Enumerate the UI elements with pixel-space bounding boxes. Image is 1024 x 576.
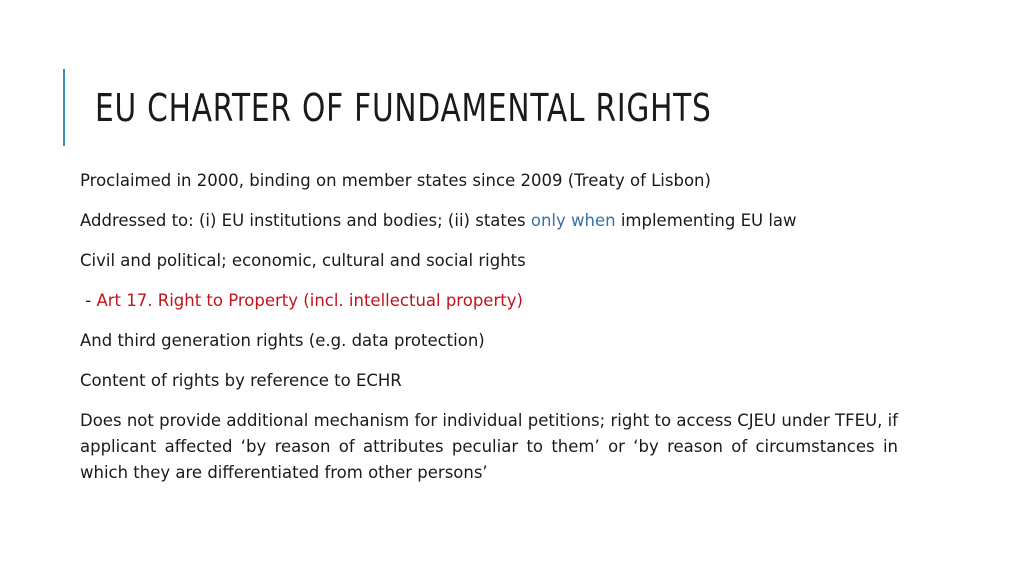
bullet-addressed-prefix: Addressed to: (i) EU institutions and bodies; (ii) states <box>80 211 531 230</box>
bullet-echr: Content of rights by reference to ECHR <box>80 371 402 390</box>
bullet-proclaimed: Proclaimed in 2000, binding on member states since 2009 (Treaty of Lisbon) <box>80 171 711 190</box>
art-17-highlight: Art 17. Right to Property (incl. intellectual property) <box>96 291 523 310</box>
art-17-dash: - <box>80 291 97 310</box>
bullet-civil-political: Civil and political; economic, cultural and social rights <box>80 251 526 270</box>
bullet-third-generation: And third generation rights (e.g. data protection) <box>80 331 485 350</box>
bullet-addressed-suffix: implementing EU law <box>615 211 797 230</box>
title-accent-bar <box>63 69 65 146</box>
bullet-petitions: Does not provide additional mechanism for individual petitions; right to access CJEU under TFEU, if applicant affected ‘by reason of attributes peculiar to them’ or ‘by reason of circumstances in which they are differentiated from other persons’ <box>80 411 898 482</box>
slide-title: EU CHARTER OF FUNDAMENTAL RIGHTS <box>95 86 712 130</box>
slide-body <box>80 168 898 500</box>
only-when-highlight: only when <box>530 211 616 230</box>
bullet-addressed-to <box>80 208 898 234</box>
bullet-art-17 <box>80 288 898 314</box>
